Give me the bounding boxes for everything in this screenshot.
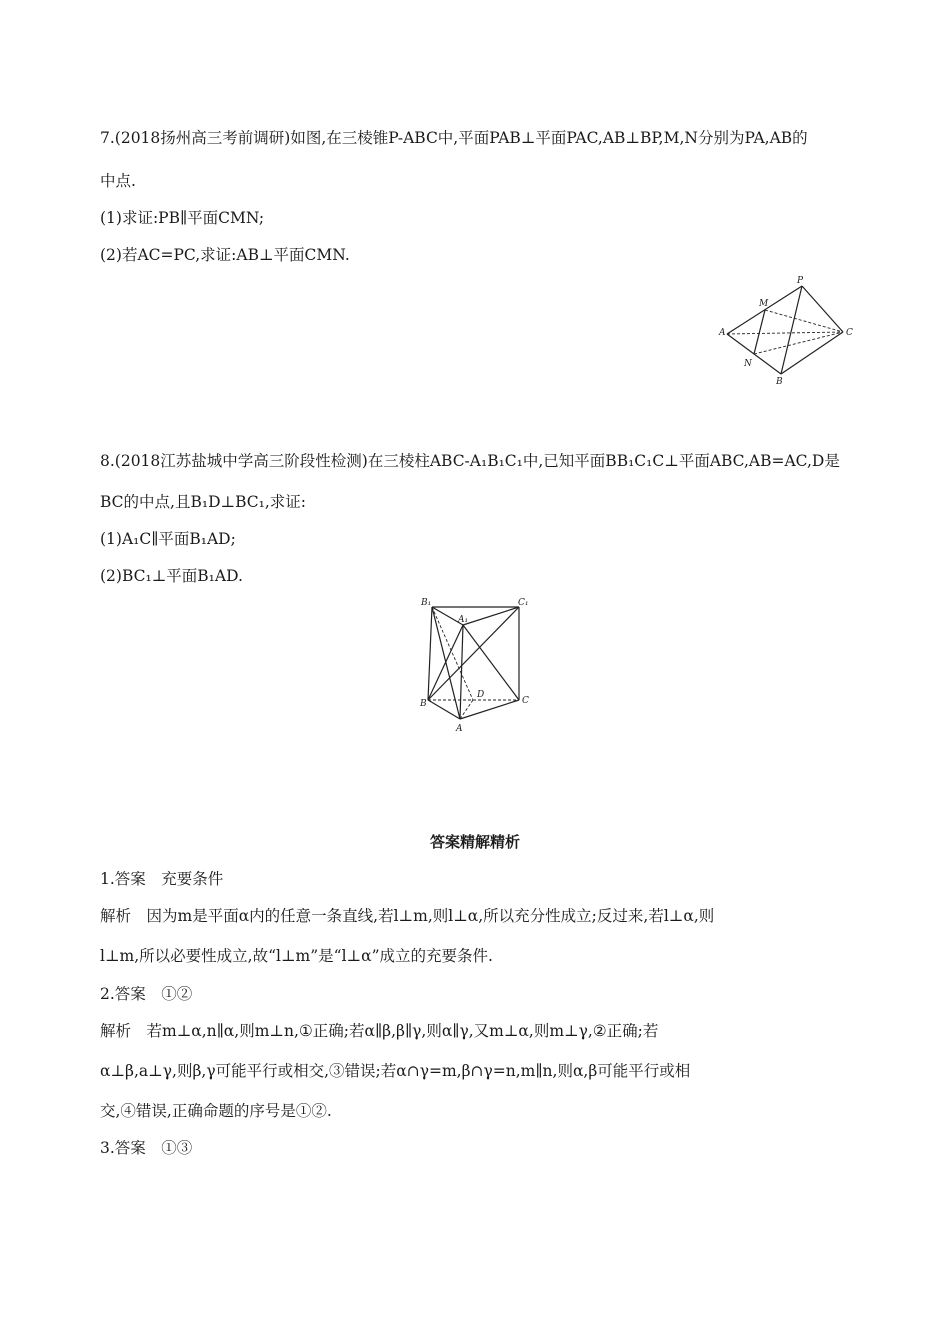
edge-B1A <box>432 607 460 719</box>
edge-C1B <box>428 607 519 700</box>
label-A: A <box>456 724 463 734</box>
label-B: B <box>776 377 783 387</box>
edge-BA <box>428 700 460 719</box>
problem-7-line-2: 中点. <box>100 172 136 190</box>
edge-BC <box>781 332 843 374</box>
label-P: P <box>797 276 804 286</box>
edge-PC <box>802 286 843 332</box>
prism-edges <box>428 607 519 719</box>
problem-7-part-2: (2)若AC=PC,求证:AB⊥平面CMN. <box>100 246 350 264</box>
label-A1: A₁ <box>458 615 469 625</box>
edge-AD <box>460 700 473 719</box>
edge-PB <box>781 286 802 374</box>
label-C: C <box>846 328 853 338</box>
label-C: C <box>522 696 529 706</box>
edge-NC <box>754 332 843 354</box>
answer-1-explanation-line-2: l⊥m,所以必要性成立,故“l⊥m”是“l⊥α”成立的充要条件. <box>100 947 493 965</box>
label-M: M <box>759 299 769 309</box>
answer-1-explanation-line-1: 解析 因为m是平面α内的任意一条直线,若l⊥m,则l⊥α,所以充分性成立;反过来,若l⊥α,则 <box>100 907 715 925</box>
label-C1: C₁ <box>518 598 529 608</box>
edge-AC <box>460 700 519 719</box>
answer-2: 2.答案 ①② <box>100 985 193 1003</box>
problem-8-part-1: (1)A₁C∥平面B₁AD; <box>100 530 236 548</box>
problem-8-part-2: (2)BC₁⊥平面B₁AD. <box>100 567 243 585</box>
answer-2-explanation-line-3: 交,④错误,正确命题的序号是①②. <box>100 1102 332 1120</box>
edge-A1B <box>428 625 463 700</box>
label-N: N <box>744 359 752 369</box>
label-B1: B₁ <box>421 598 432 608</box>
answer-2-explanation-line-2: α⊥β,a⊥γ,则β,γ可能平行或相交,③错误;若α∩γ=m,β∩γ=n,m∥n,则α,β可能平行或相 <box>100 1062 691 1080</box>
answer-3: 3.答案 ①③ <box>100 1139 193 1157</box>
problem-7-line-1: 7.(2018扬州高三考前调研)如图,在三棱锥P-ABC中,平面PAB⊥平面PAC,AB⊥BP,M,N分别为PA,AB的 <box>100 129 808 147</box>
edge-MC <box>765 310 843 332</box>
tetrahedron-figure <box>715 272 865 392</box>
answer-2-explanation-line-1: 解析 若m⊥α,n∥α,则m⊥n,①正确;若α∥β,β∥γ,则α∥γ,又m⊥α,则m⊥γ,②正确;若 <box>100 1022 659 1040</box>
label-B: B <box>420 699 427 709</box>
edge-MN <box>754 310 765 354</box>
problem-8-line-1: 8.(2018江苏盐城中学高三阶段性检测)在三棱柱ABC-A₁B₁C₁中,已知平面BB₁C₁C⊥平面ABC,AB=AC,D是 <box>100 452 840 470</box>
problem-8-line-2: BC的中点,且B₁D⊥BC₁,求证: <box>100 493 306 511</box>
label-D: D <box>477 690 485 700</box>
answers-heading: 答案精解精析 <box>429 833 520 851</box>
answer-1: 1.答案 充要条件 <box>100 870 224 888</box>
edge-B1B <box>428 607 432 700</box>
edge-AC <box>727 332 843 334</box>
problem-7-part-1: (1)求证:PB∥平面CMN; <box>100 209 265 227</box>
prism-figure <box>415 593 540 738</box>
label-A: A <box>719 328 726 338</box>
